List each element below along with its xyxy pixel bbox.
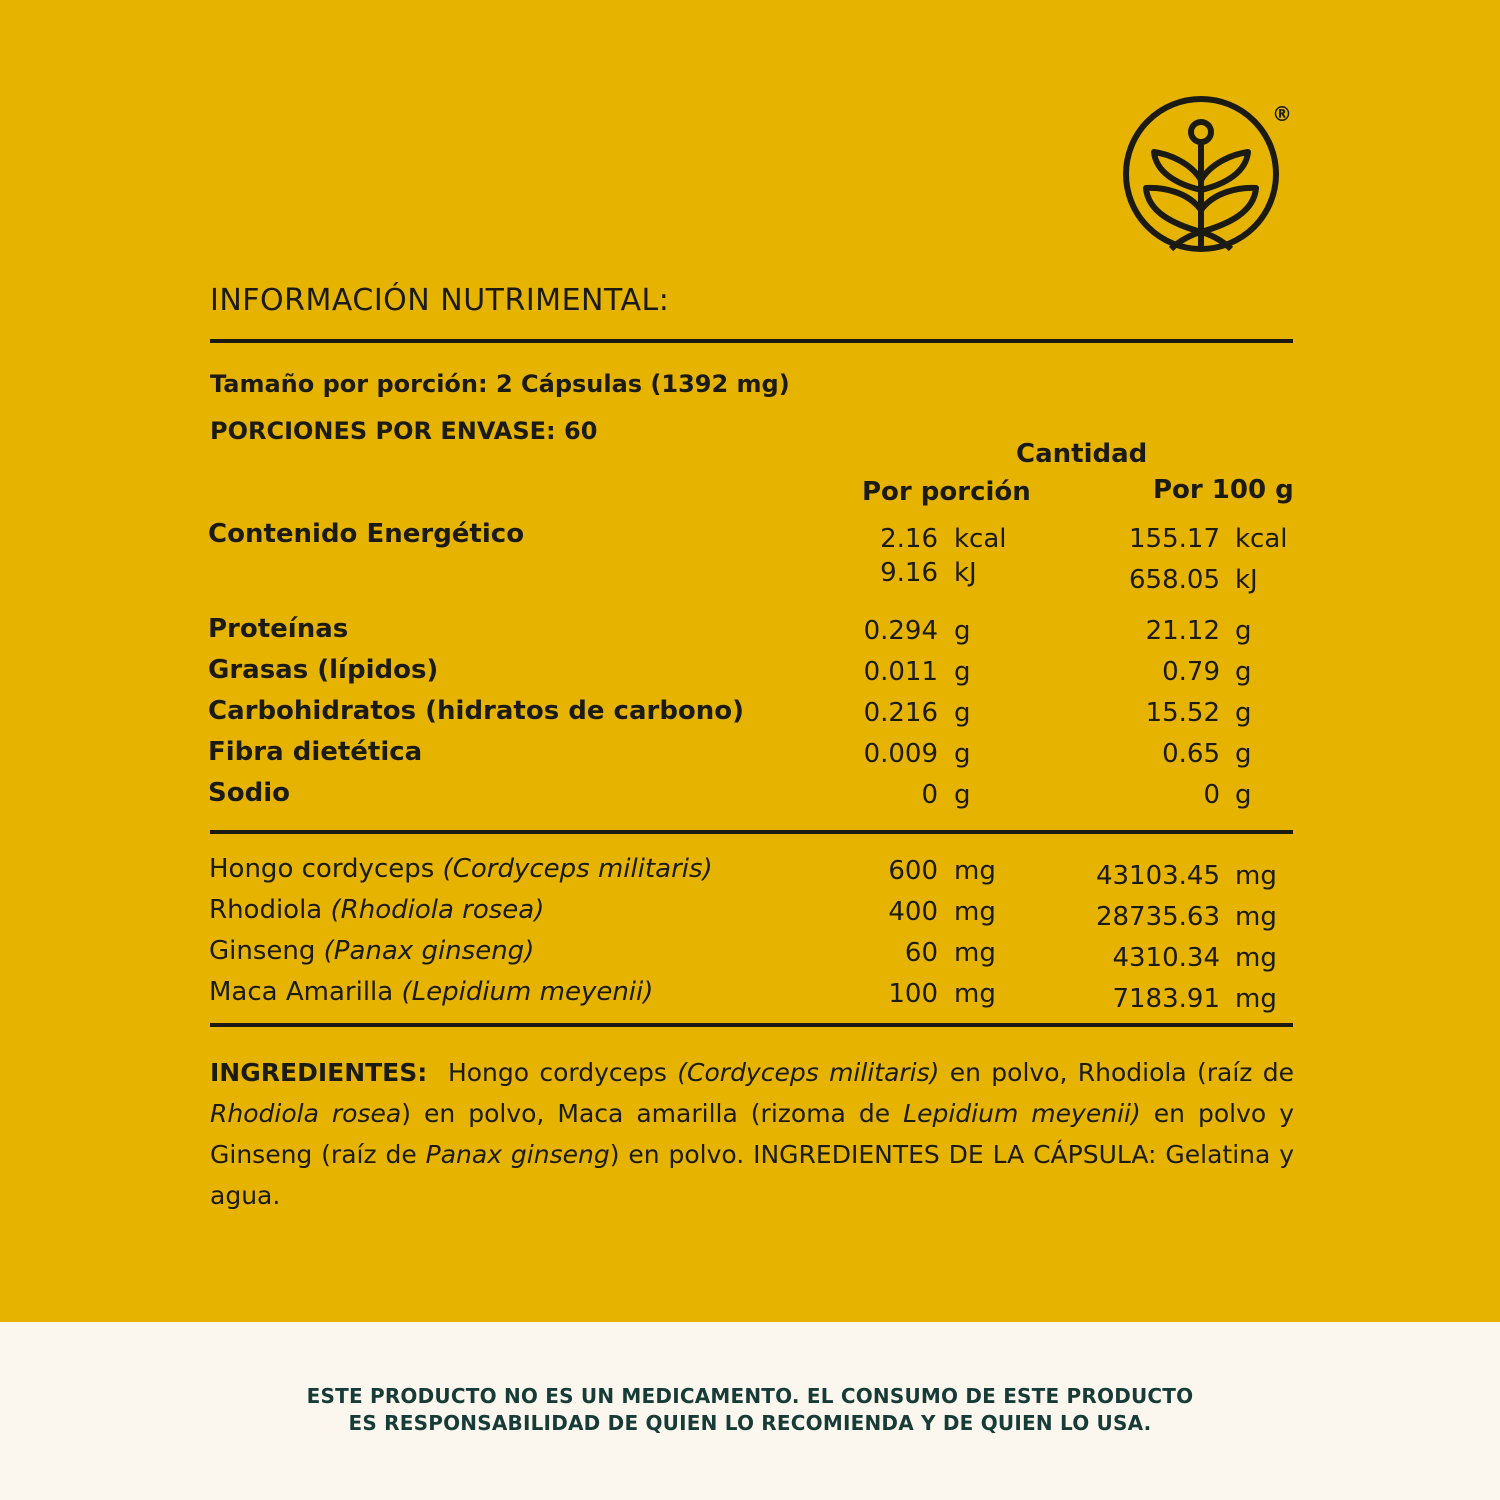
nutrient-serving: 0.009 (863, 739, 938, 769)
ingredient-label (209, 936, 534, 966)
ingredient-per100-unit: mg (1235, 861, 1277, 891)
ingredient-name: Hongo cordyceps (209, 854, 435, 884)
nutrient-label: Grasas (lípidos) (208, 655, 439, 685)
nutrient-per100: 21.12 (1145, 616, 1220, 646)
energy-per100-kcal-unit: kcal (1235, 524, 1288, 554)
disclaimer-line: ES RESPONSABILIDAD DE QUIEN LO RECOMIENDA Y DE QUIEN LO USA. (348, 1411, 1152, 1435)
ingredient-serving-unit: mg (954, 979, 996, 1009)
nutrient-per100: 0 (1203, 780, 1220, 810)
column-group-header: Cantidad (1016, 439, 1148, 469)
nutrient-serving-unit: g (954, 698, 971, 728)
divider (210, 1023, 1293, 1027)
ingredient-label (209, 854, 713, 884)
nutrient-serving-unit: g (954, 657, 971, 687)
disclaimer-footer (0, 1322, 1500, 1500)
nutrient-serving-unit: g (954, 780, 971, 810)
ingredient-per100: 7183.91 (1112, 984, 1220, 1014)
nutrient-serving: 0.216 (863, 698, 938, 728)
ingredients-text: ) en polvo, Maca amarilla (rizoma de (401, 1099, 904, 1128)
ingredient-label (209, 977, 653, 1007)
ingredient-per100-unit: mg (1235, 984, 1277, 1014)
energy-per100-kj-unit: kJ (1235, 565, 1258, 595)
energy-serving-kcal-unit: kcal (954, 524, 1007, 554)
ingredient-name: Rhodiola (209, 895, 323, 925)
ingredients-text: Rhodiola rosea (210, 1099, 402, 1128)
nutrient-serving: 0.294 (863, 616, 938, 646)
nutrient-serving-unit: g (954, 739, 971, 769)
ingredient-serving-unit: mg (954, 856, 996, 886)
ingredient-per100: 4310.34 (1112, 943, 1220, 973)
ingredient-per100-unit: mg (1235, 902, 1277, 932)
ingredients-text: Hongo cordyceps (447, 1058, 678, 1087)
ingredient-label (209, 895, 544, 925)
ingredient-per100: 28735.63 (1095, 902, 1220, 932)
ingredient-serving: 400 (888, 897, 938, 927)
ingredient-scientific-name: (Lepidium meyenii) (401, 977, 654, 1007)
ingredient-scientific-name: (Cordyceps militaris) (442, 854, 713, 884)
disclaimer-line: ESTE PRODUCTO NO ES UN MEDICAMENTO. EL CONSUMO DE ESTE PRODUCTO (306, 1384, 1194, 1408)
plant-sprout-circle-icon (1118, 92, 1292, 258)
nutrient-per100: 15.52 (1145, 698, 1220, 728)
ingredient-scientific-name: (Panax ginseng) (323, 936, 535, 966)
nutrient-serving: 0 (921, 780, 938, 810)
ingredients-text: en polvo, Rhodiola (raíz de (939, 1058, 1294, 1087)
ingredient-serving: 100 (888, 979, 938, 1009)
ingredient-serving-unit: mg (954, 938, 996, 968)
ingredients-text: en polvo y Ginseng (raíz de (210, 1099, 1294, 1169)
ingredients-text: Panax ginseng (425, 1140, 610, 1169)
energy-serving-kj-unit: kJ (954, 558, 977, 588)
ingredients-text: (Cordyceps militaris) (677, 1058, 940, 1087)
ingredient-per100-unit: mg (1235, 943, 1277, 973)
nutrient-serving: 0.011 (863, 657, 938, 687)
energy-label: Contenido Energético (208, 519, 525, 549)
column-header-per-serving: Por porción (862, 477, 1031, 507)
column-header-per-100g: Por 100 g (1153, 475, 1294, 505)
ingredients-paragraph (210, 1052, 1294, 1216)
ingredient-name: Ginseng (209, 936, 316, 966)
energy-per100-kj: 658.05 (1129, 565, 1220, 595)
nutrient-per100-unit: g (1235, 780, 1252, 810)
ingredient-serving: 600 (888, 856, 938, 886)
ingredient-name: Maca Amarilla (209, 977, 394, 1007)
nutrient-label: Sodio (208, 778, 290, 808)
ingredient-serving: 60 (904, 938, 938, 968)
ingredients-text: ) en polvo. INGREDIENTES DE LA CÁPSULA: Gelatina y agua. (210, 1140, 1295, 1210)
ingredient-serving-unit: mg (954, 897, 996, 927)
nutrient-per100: 0.79 (1162, 657, 1220, 687)
nutrient-per100-unit: g (1235, 739, 1252, 769)
nutrient-label: Proteínas (208, 614, 349, 644)
nutrient-per100-unit: g (1235, 698, 1252, 728)
ingredients-label: INGREDIENTES: (210, 1058, 428, 1087)
page-title: INFORMACIÓN NUTRIMENTAL: (210, 283, 670, 318)
nutrient-per100-unit: g (1235, 657, 1252, 687)
registered-mark: ® (1272, 102, 1292, 126)
nutrient-serving-unit: g (954, 616, 971, 646)
energy-serving-kj: 9.16 (880, 558, 938, 588)
ingredient-scientific-name: (Rhodiola rosea) (330, 895, 545, 925)
energy-per100-kcal: 155.17 (1129, 524, 1220, 554)
divider (210, 339, 1293, 343)
ingredient-per100: 43103.45 (1095, 861, 1220, 891)
serving-size: Tamaño por porción: 2 Cápsulas (1392 mg) (210, 370, 790, 398)
nutrient-label: Fibra dietética (208, 737, 423, 767)
ingredients-text: Lepidium meyenii) (903, 1099, 1141, 1128)
nutrient-per100: 0.65 (1162, 739, 1220, 769)
energy-serving-kcal: 2.16 (880, 524, 938, 554)
servings-per-container: PORCIONES POR ENVASE: 60 (210, 417, 598, 445)
divider (210, 830, 1293, 834)
nutrient-per100-unit: g (1235, 616, 1252, 646)
nutrient-label: Carbohidratos (hidratos de carbono) (208, 696, 745, 726)
